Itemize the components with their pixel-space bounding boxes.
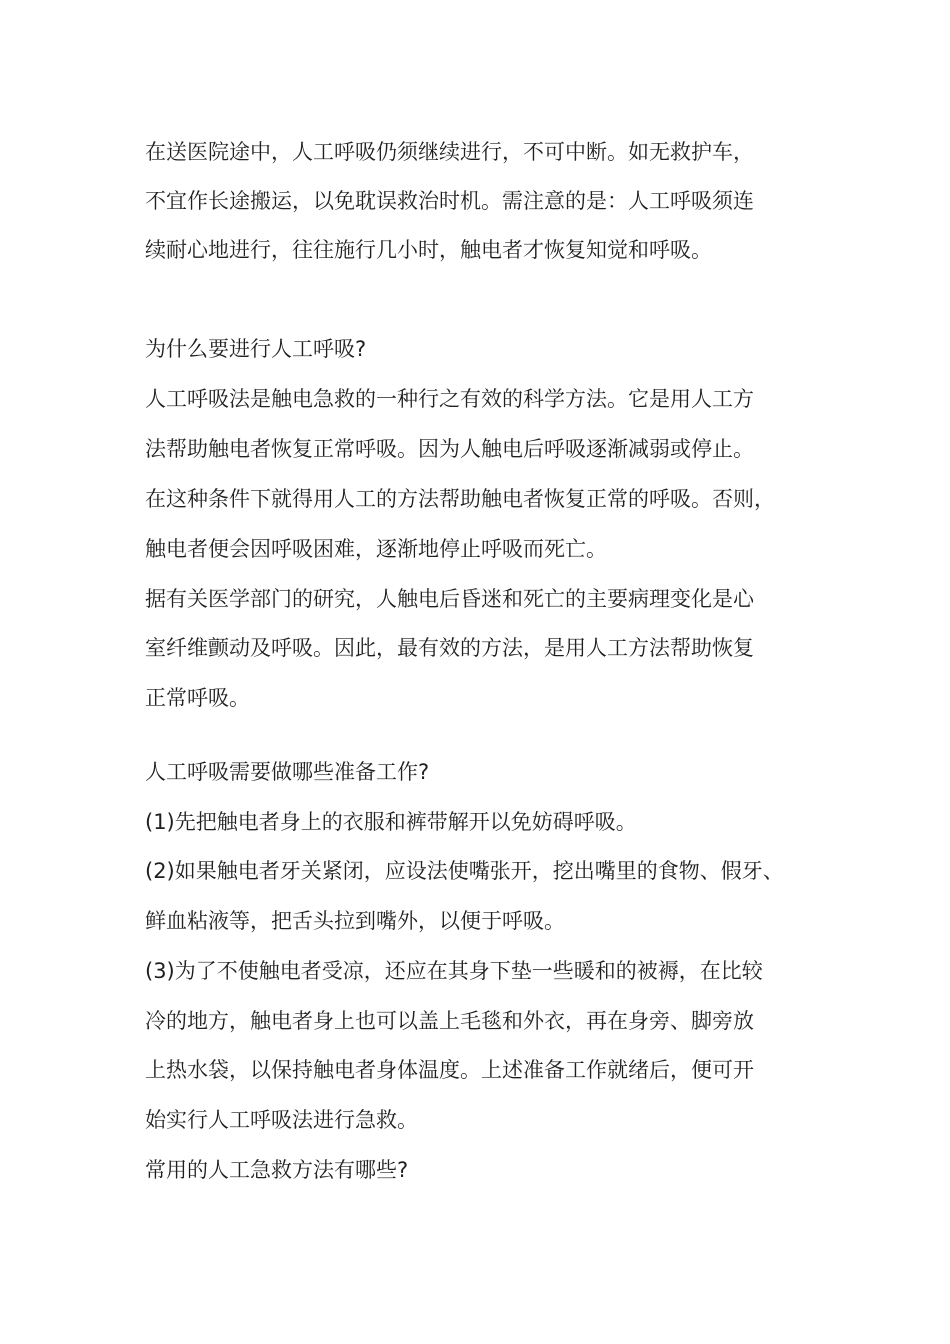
paragraph-line: 始实行人工呼吸法进行急救。 [145,1108,418,1132]
paragraph-line: 人工呼吸法是触电急救的一种行之有效的科学方法。它是用人工方 [145,387,754,411]
paragraph-line: 正常呼吸。 [145,686,250,710]
paragraph-line: 上热水袋，以保持触电者身体温度。上述准备工作就绪后，便可开 [145,1058,754,1082]
list-item: (1)先把触电者身上的衣服和裤带解开以免妨碍呼吸。 [145,810,637,834]
paragraph-line: 室纤维颤动及呼吸。因此，最有效的方法，是用人工方法帮助恢复 [145,636,754,660]
paragraph-line: 不宜作长途搬运，以免耽误救治时机。需注意的是：人工呼吸须连 [145,189,754,213]
paragraph-line: 据有关医学部门的研究，人触电后昏迷和死亡的主要病理变化是心 [145,587,754,611]
paragraph-line: 在这种条件下就得用人工的方法帮助触电者恢复正常的呼吸。否则， [145,487,775,511]
paragraph-line: 在送医院途中，人工呼吸仍须继续进行，不可中断。如无救护车， [145,140,754,164]
paragraph-line: 冷的地方，触电者身上也可以盖上毛毯和外衣，再在身旁、脚旁放 [145,1009,754,1033]
paragraph-line: 续耐心地进行，往往施行几小时，触电者才恢复知觉和呼吸。 [145,238,712,262]
list-item: (3)为了不使触电者受凉，还应在其身下垫一些暖和的被褥，在比较 [145,959,763,983]
list-item: (2)如果触电者牙关紧闭，应设法使嘴张开，挖出嘴里的食物、假牙、 [145,859,784,883]
section-heading: 常用的人工急救方法有哪些? [145,1158,409,1182]
section-heading: 人工呼吸需要做哪些准备工作? [145,760,430,784]
paragraph-line: 触电者便会因呼吸困难，逐渐地停止呼吸而死亡。 [145,537,607,561]
paragraph-line: 鲜血粘液等，把舌头拉到嘴外，以便于呼吸。 [145,909,565,933]
paragraph-line: 法帮助触电者恢复正常呼吸。因为人触电后呼吸逐渐减弱或停止。 [145,437,754,461]
section-heading: 为什么要进行人工呼吸? [145,337,367,361]
